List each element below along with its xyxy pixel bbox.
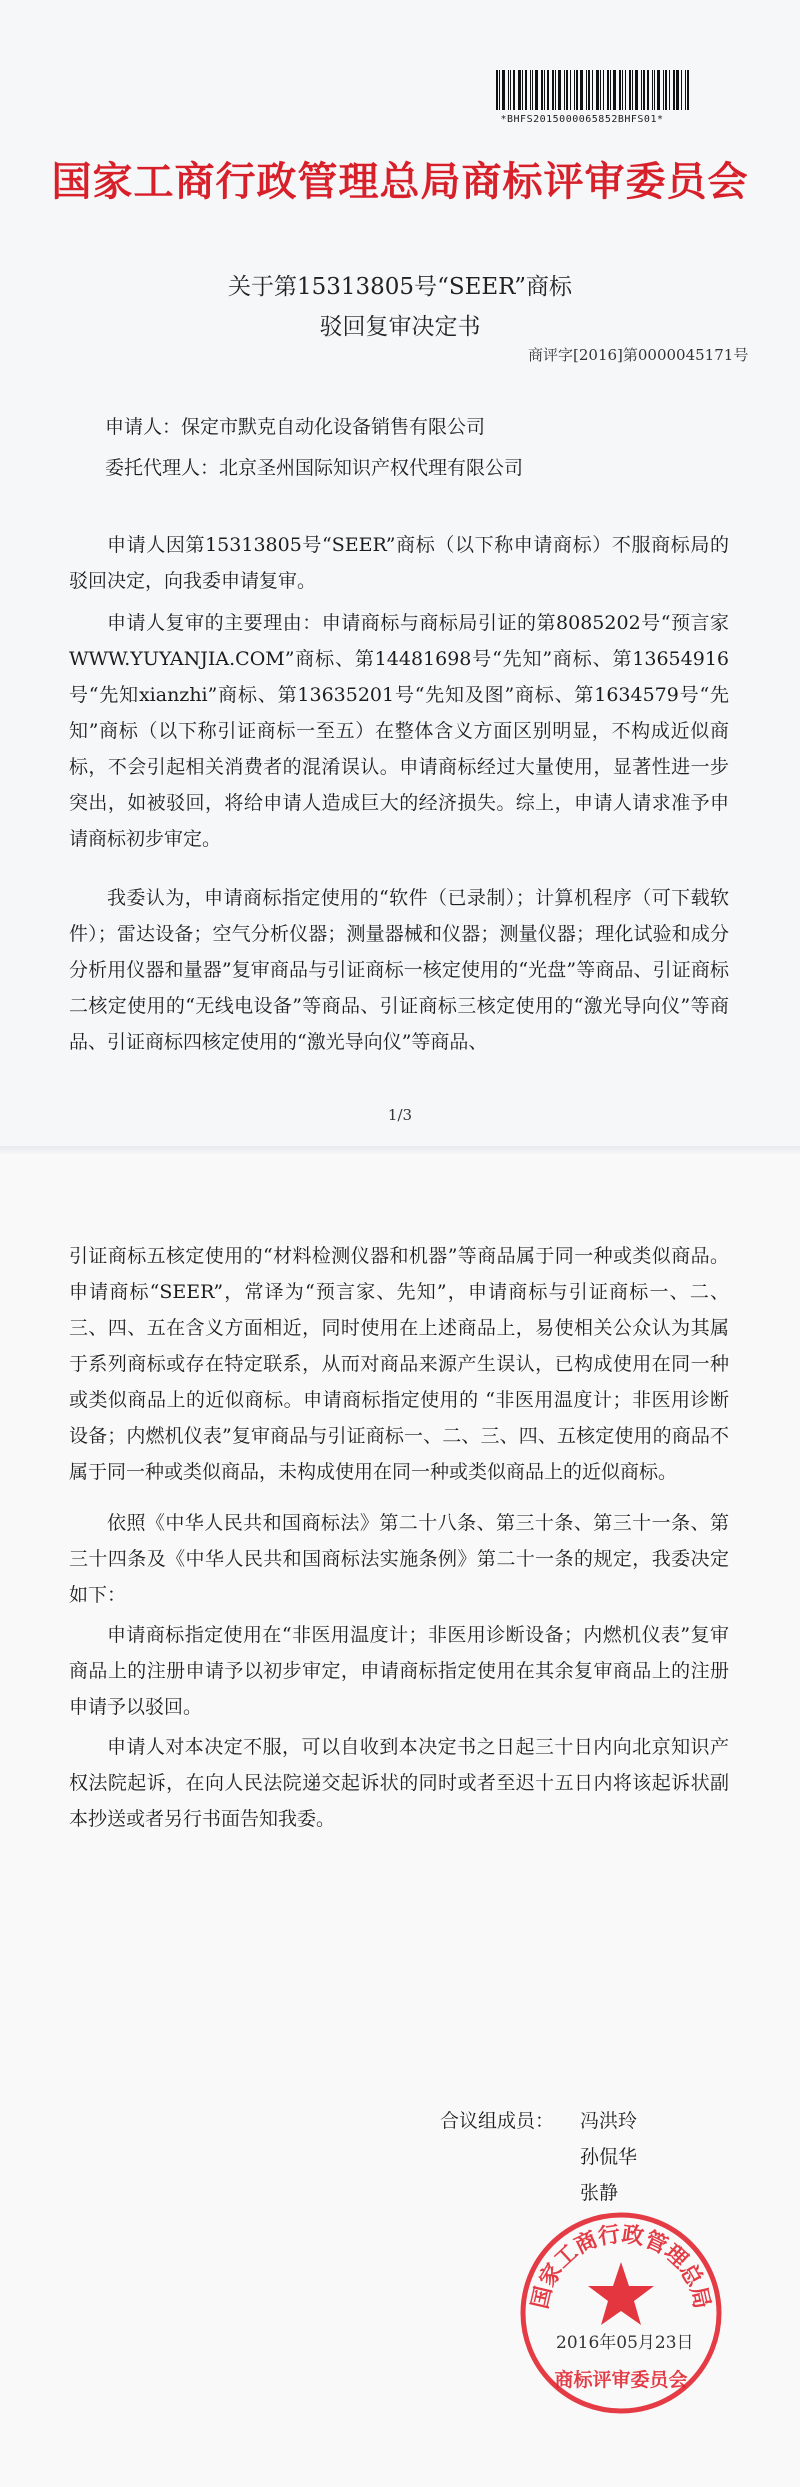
- barcode-bar: [676, 70, 679, 110]
- panel-member-1: 冯洪玲: [580, 2110, 638, 2132]
- barcode-bar: [586, 70, 587, 110]
- barcode-bar: [610, 70, 611, 110]
- barcode-bar: [555, 70, 556, 110]
- barcode-bar: [535, 70, 538, 110]
- barcode-bar: [665, 70, 667, 110]
- barcode-bar: [622, 70, 623, 110]
- barcode-bar: [629, 70, 631, 110]
- barcode-bar: [580, 70, 583, 110]
- barcode-bar: [499, 70, 500, 110]
- barcode-bar: [652, 70, 653, 110]
- barcode-bar: [552, 70, 554, 110]
- seal-star-icon: [588, 2262, 654, 2325]
- document-title-line-2: 驳回复审决定书: [319, 314, 481, 340]
- barcode-bar: [530, 70, 531, 110]
- office-title: 国家工商行政管理总局商标评审委员会: [51, 159, 749, 205]
- barcode-bar: [681, 70, 682, 110]
- barcode-bar: [496, 70, 498, 110]
- panel-member-3: 张静: [580, 2182, 619, 2204]
- barcode-bar: [525, 70, 527, 110]
- barcode-bar: [687, 70, 689, 110]
- barcode-bar: [607, 70, 609, 110]
- barcode-bar: [647, 70, 649, 110]
- paragraph-appeal-notice: 申请人对本决定不服，可以自收到本决定书之日起三十日内向北京知识产权法院起诉，在向人民法院递交起诉状的同时或者至迟十五日内将该起诉状副本抄送或者另行书面告知我委。: [69, 1736, 729, 1830]
- agent-line: 委托代理人：北京圣州国际知识产权代理有限公司: [105, 457, 524, 479]
- barcode-bar: [643, 70, 645, 110]
- barcode-bars: [496, 70, 692, 110]
- paragraph-decision: 申请商标指定使用在“非医用温度计；非医用诊断设备；内燃机仪表”复审商品上的注册申请予以初步审定，申请商标指定使用在其余复审商品上的注册申请予以驳回。: [69, 1624, 729, 1718]
- barcode-bar: [513, 70, 515, 110]
- panel-member-2: 孙侃华: [580, 2146, 638, 2168]
- barcode-bar: [518, 70, 521, 110]
- barcode-bar: [641, 70, 642, 110]
- paragraph-legal-basis: 依照《中华人民共和国商标法》第二十八条、第三十条、第三十一条、第三十四条及《中华人民共和国商标法实施条例》第二十一条的规定，我委决定如下：: [69, 1512, 729, 1606]
- paragraph-continued-opinion: 引证商标五核定使用的“材料检测仪器和机器”等商品属于同一种或类似商品。申请商标“SEER”，常译为“预言家、先知”，申请商标与引证商标一、二、三、四、五在含义方面相近，同时使用在上述商品上，易使相关公众认为其属于系列商标或存在特定联系，从而对商品来源产生误认，已构成使用在同一种或类似商品上的近似商标。申请商标指定使用的 “非医用温度计；非医用诊断设备；内燃机仪表”复审商品与引证商标一、二、三、四、五核定使用的商品不属于同一种或类似商品，未构成使用在同一种或类似商品上的近似商标。: [69, 1245, 729, 1483]
- barcode-bar: [508, 70, 509, 110]
- barcode-bar: [547, 70, 549, 110]
- decision-date: 2016年05月23日: [556, 2333, 694, 2353]
- barcode-bar: [544, 70, 545, 110]
- barcode-bar: [541, 70, 543, 110]
- barcode-number: *BHFS2015000065852BHFS01*: [500, 114, 664, 125]
- barcode-bar: [592, 70, 593, 110]
- barcode-bar: [596, 70, 599, 110]
- barcode-bar: [669, 70, 670, 110]
- barcode-bar: [673, 70, 675, 110]
- barcode-bar: [510, 70, 511, 110]
- barcode-bar: [566, 70, 568, 110]
- page-number: 1/3: [387, 1106, 413, 1124]
- barcode-bar: [625, 70, 626, 110]
- barcode-bar: [564, 70, 565, 110]
- barcode-bar: [522, 70, 523, 110]
- barcode-bar: [632, 70, 633, 110]
- barcode-bar: [532, 70, 533, 110]
- barcode-bar: [502, 70, 505, 110]
- reference-number: 商评字[2016]第0000045171号: [528, 346, 749, 364]
- barcode-bar: [613, 70, 616, 110]
- official-seal: [518, 2210, 724, 2416]
- document-title-line-1: 关于第15313805号“SEER”商标: [228, 274, 572, 300]
- barcode: [472, 70, 692, 132]
- applicant-line: 申请人：保定市默克自动化设备销售有限公司: [105, 416, 486, 438]
- page-divider: [0, 1146, 800, 1154]
- panel-members-label: 合议组成员：: [440, 2110, 555, 2132]
- barcode-bar: [574, 70, 575, 110]
- barcode-bar: [603, 70, 604, 110]
- barcode-bar: [635, 70, 638, 110]
- barcode-bar: [558, 70, 561, 110]
- seal-text-inner: 商标评审委员会: [554, 2369, 688, 2391]
- barcode-bar: [657, 70, 660, 110]
- barcode-bar: [663, 70, 664, 110]
- paragraph-intro: 申请人因第15313805号“SEER”商标（以下称申请商标）不服商标局的驳回决定，向我委申请复审。: [69, 534, 729, 592]
- seal-text-outer: 国家工商行政管理总局: [527, 2222, 715, 2312]
- barcode-bar: [685, 70, 686, 110]
- paragraph-applicant-reasons: 申请人复审的主要理由：申请商标与商标局引证的第8085202号“预言家 WWW.YUYANJIA.COM”商标、第14481698号“先知”商标、第13654916号“先知xianzhi”商标、第13635201号“先知及图”商标、第1634579号“先知”商标（以下称引证商标一至五）在整体含义方面区别明显，不构成近似商标，不会引起相关消费者的混淆误认。申请商标经过大量使用，显著性进一步突出，如被驳回，将给申请人造成巨大的经济损失。综上，申请人请求准予申请商标初步审定。: [69, 612, 729, 850]
- paragraph-committee-opinion: 我委认为，申请商标指定使用的“软件（已录制）；计算机程序（可下载软件）；雷达设备；空气分析仪器；测量器械和仪器；测量仪器；理化试验和成分分析用仪器和量器”复审商品与引证商标一核定使用的“光盘”等商品、引证商标二核定使用的“无线电设备”等商品、引证商标三核定使用的“激光导向仪”等商品、引证商标四核定使用的“激光导向仪”等商品、: [69, 887, 729, 1053]
- barcode-bar: [600, 70, 601, 110]
- barcode-bar: [619, 70, 621, 110]
- barcode-bar: [654, 70, 655, 110]
- barcode-bar: [570, 70, 571, 110]
- barcode-bar: [588, 70, 590, 110]
- barcode-bar: [576, 70, 578, 110]
